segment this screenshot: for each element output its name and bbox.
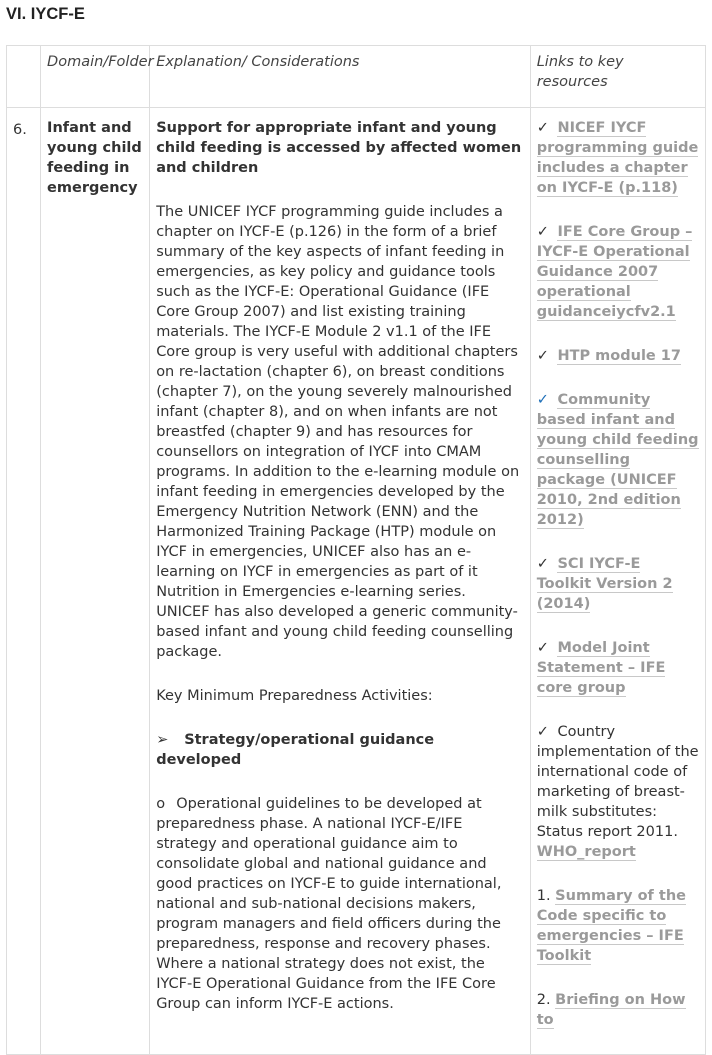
operational-text: Operational guidelines to be developed at preparedness phase. A national IYCF-E/IFE strategy and operational guidance aim to consolidate global and national guidance and good practices on IYCF-E to guide international, national and sub-national decisions makers, program managers and field officers during the preparedness, response and recovery phases. Where a national strategy does not exist, the IYCF-E Operational Guidance from the IFE Core Group can inform IYCF-E actions.: [156, 796, 502, 1012]
summary-number: 1.: [536, 888, 551, 904]
arrow-bullet-icon: ➢: [156, 732, 169, 748]
explanation-lead: Support for appropriate infant and young child feeding is accessed by affected women and children: [156, 120, 522, 176]
row-number: 6.: [7, 108, 41, 1055]
check-icon: ✓: [536, 556, 549, 572]
resource-link-briefing[interactable]: Briefing on How to: [536, 992, 686, 1028]
resource-link-item: [537, 346, 699, 366]
resource-link-iycf-guide[interactable]: NICEF IYCF programming guide includes a chapter on IYCF-E (p.118): [536, 120, 699, 196]
header-domain: Domain/Folder: [41, 46, 150, 108]
header-links: Links to key resources: [530, 46, 705, 108]
row-links: [530, 108, 705, 1055]
resource-link-item: [537, 222, 699, 322]
resource-link-item: [537, 554, 699, 614]
resource-link-item: [537, 638, 699, 698]
iycf-table: [6, 45, 706, 1055]
check-icon: ✓: [536, 640, 549, 656]
country-text: Country implementation of the international code of marketing of breast-milk substitutes: Status report 2011.: [536, 724, 699, 840]
strategy-label: Strategy/operational guidance developed: [156, 732, 435, 768]
strategy-item: [156, 730, 524, 770]
resource-link-joint-statement[interactable]: Model Joint Statement – IFE core group: [536, 640, 666, 696]
resource-link-who-report[interactable]: WHO_report: [536, 844, 636, 860]
section-title: VI. IYCF-E: [6, 5, 85, 23]
table-row: [7, 108, 706, 1055]
resource-link-item: [537, 118, 699, 198]
header-explanation: Explanation/ Considerations: [150, 46, 531, 108]
check-icon: ✓: [536, 392, 549, 408]
resource-link-operational-guidance[interactable]: IFE Core Group – IYCF-E Operational Guidance 2007 operational guidanceiycfv2.1: [536, 224, 693, 320]
row-domain: Infant and young child feeding in emergency: [41, 108, 150, 1055]
resource-briefing-item: [537, 990, 699, 1030]
preparedness-heading: Key Minimum Preparedness Activities:: [156, 688, 433, 704]
table-header-row: [7, 46, 706, 108]
check-icon: ✓: [536, 120, 549, 136]
briefing-number: 2.: [536, 992, 551, 1008]
explanation-intro: The UNICEF IYCF programming guide includes a chapter on IYCF-E (p.126) in the form of a brief summary of the key aspects of infant feeding in emergencies, as key policy and guidance tools such as the IYCF-E: Operational Guidance (IFE Core Group 2007) and list existing training materials. The IYCF-E Module 2 v1.1 of the IFE Core group is very useful with additional chapters on re-lactation (chapter 6), on breast conditions (chapter 7), on the young severely malnourished infant (chapter 8), and on when infants are not breastfed (chapter 9) and has resources for counsellors on integration of IYCF into CMAM programs. In addition to the e-learning module on infant feeding in emergencies developed by the Emergency Nutrition Network (ENN) and the Harmonized Training Package (HTP) module on IYCF in emergencies, UNICEF also has an e-learning on IYCF in emergencies as part of it Nutrition in Emergencies e-learning series. UNICEF has also developed a generic community-based infant and young child feeding counselling package.: [156, 204, 520, 660]
resource-country-item: [537, 722, 699, 862]
resource-link-code-summary[interactable]: Summary of the Code specific to emergencies – IFE Toolkit: [536, 888, 686, 964]
check-icon: ✓: [536, 724, 549, 740]
resource-summary-item: [537, 886, 699, 966]
check-icon: ✓: [536, 224, 549, 240]
resource-link-sci-toolkit[interactable]: SCI IYCF-E Toolkit Version 2 (2014): [536, 556, 673, 612]
resource-link-htp-module[interactable]: HTP module 17: [557, 348, 681, 364]
resource-link-item: [537, 390, 699, 530]
row-explanation: [150, 108, 531, 1055]
header-number: [7, 46, 41, 108]
operational-item: [156, 794, 524, 1014]
resource-link-counselling-package[interactable]: Community based infant and young child feeding counselling package (UNICEF 2010, 2nd edition 2012): [536, 392, 699, 528]
circle-bullet-icon: o: [156, 796, 166, 812]
check-icon: ✓: [536, 348, 549, 364]
